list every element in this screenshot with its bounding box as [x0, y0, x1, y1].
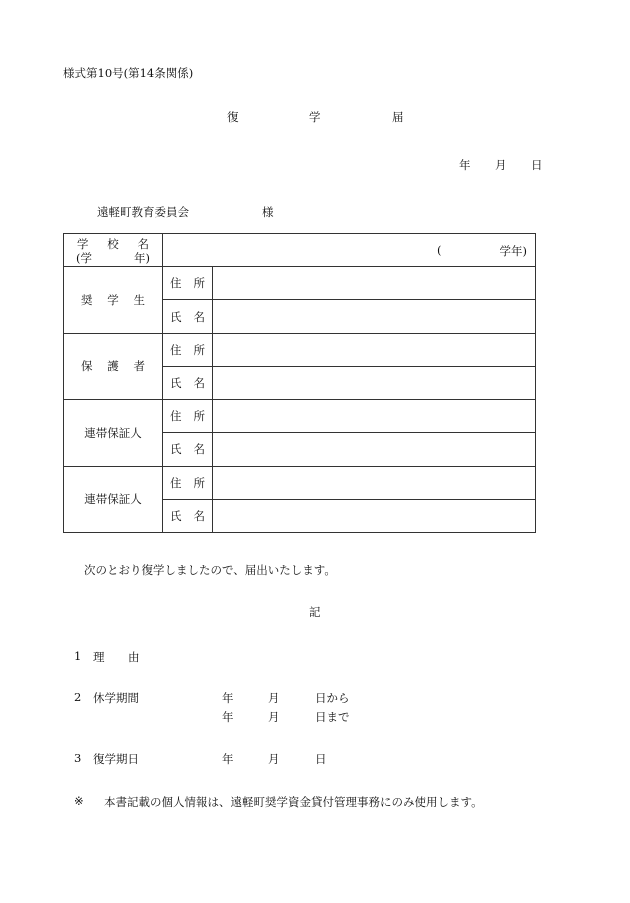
- date-day-label: 日: [531, 158, 543, 172]
- guarantor2-address-field[interactable]: [213, 466, 536, 499]
- school-label-char: 校: [107, 237, 119, 252]
- item-label-char: 理: [93, 650, 105, 664]
- field-label-char: 所: [193, 276, 205, 291]
- recipient-honorific: 様: [262, 205, 274, 219]
- return-month-label: 月: [268, 752, 280, 766]
- group-label-char: 学: [107, 292, 119, 307]
- scholar-label-cell: [64, 267, 163, 333]
- guardian-name-field[interactable]: [213, 366, 536, 399]
- scholar-name-field[interactable]: [213, 300, 536, 333]
- ki-heading: 記: [309, 605, 321, 619]
- field-label-char: 住: [170, 276, 182, 291]
- period-until-label: 日まで: [315, 710, 350, 724]
- item-label: 休学期間: [93, 691, 139, 705]
- guardian-address-field[interactable]: [213, 333, 536, 366]
- field-label-char: 名: [193, 375, 205, 390]
- guarantor1-label-cell: [64, 400, 163, 466]
- item-label: 復学期日: [93, 752, 139, 766]
- form-id: 様式第10号(第14条関係): [63, 66, 194, 80]
- guarantor2-name-field[interactable]: [213, 499, 536, 532]
- address-label-cell: [163, 267, 213, 300]
- field-label-char: 住: [170, 475, 182, 490]
- note-text: 本書記載の個人情報は、遠軽町奨学資金貸付管理事務にのみ使用します。: [104, 795, 483, 809]
- field-label-char: 所: [193, 342, 205, 357]
- title-char: 復: [227, 110, 239, 124]
- guardian-address-row: [64, 333, 536, 366]
- group-label-char: 生: [133, 292, 145, 307]
- title-char: 学: [309, 110, 321, 124]
- address-label-cell: [163, 400, 213, 433]
- title-char: 届: [392, 110, 404, 124]
- field-label-char: 住: [170, 409, 182, 424]
- guarantor2-address-row: [64, 466, 536, 499]
- item-number: 2: [74, 690, 82, 704]
- grade-field-close: 学年): [499, 244, 527, 258]
- return-year-label: 年: [222, 752, 234, 766]
- field-label-char: 名: [193, 309, 205, 324]
- field-label-char: 氏: [170, 442, 182, 457]
- field-label-char: 氏: [170, 309, 182, 324]
- return-day-label: 日: [315, 752, 327, 766]
- recipient-name: 遠軽町教育委員会: [97, 205, 189, 219]
- school-name-field[interactable]: [163, 234, 536, 267]
- guardian-label-cell: [64, 333, 163, 399]
- school-label-char: 名: [137, 237, 149, 252]
- grade-label-close: 年): [134, 251, 150, 266]
- field-label-char: 所: [193, 409, 205, 424]
- group-label-char: 護: [107, 359, 119, 374]
- guarantor1-address-row: [64, 400, 536, 433]
- group-label-char: 者: [133, 359, 145, 374]
- grade-label-open: (学: [76, 251, 92, 266]
- scholar-address-row: [64, 267, 536, 300]
- group-label-text: 連帯保証人: [84, 425, 142, 440]
- grade-field-open: (: [437, 243, 442, 257]
- field-label-char: 所: [193, 475, 205, 490]
- group-label-char: 保: [81, 359, 93, 374]
- field-label-char: 氏: [170, 508, 182, 523]
- period-year-label: 年: [222, 710, 234, 724]
- school-row: [64, 234, 536, 267]
- period-month-label: 月: [268, 710, 280, 724]
- school-label-char: 学: [77, 237, 89, 252]
- application-table: [63, 233, 536, 533]
- group-label-char: 奨: [81, 292, 93, 307]
- period-year-label: 年: [222, 691, 234, 705]
- scholar-address-field[interactable]: [213, 267, 536, 300]
- item-label-char: 由: [128, 650, 140, 664]
- field-label-char: 名: [193, 508, 205, 523]
- name-label-cell: [163, 433, 213, 466]
- field-label-char: 住: [170, 342, 182, 357]
- group-label-text: 連帯保証人: [84, 492, 142, 507]
- school-label-cell: [64, 234, 163, 267]
- guarantor1-name-field[interactable]: [213, 433, 536, 466]
- name-label-cell: [163, 499, 213, 532]
- item-number: 1: [74, 649, 82, 663]
- guarantor1-address-field[interactable]: [213, 400, 536, 433]
- address-label-cell: [163, 466, 213, 499]
- statement: 次のとおり復学しましたので、届出いたします。: [84, 563, 336, 577]
- field-label-char: 氏: [170, 375, 182, 390]
- address-label-cell: [163, 333, 213, 366]
- name-label-cell: [163, 366, 213, 399]
- item-number: 3: [74, 751, 82, 765]
- field-label-char: 名: [193, 442, 205, 457]
- period-month-label: 月: [268, 691, 280, 705]
- period-from-label: 日から: [315, 691, 350, 705]
- date-month-label: 月: [495, 158, 507, 172]
- note-mark: ※: [74, 794, 84, 808]
- date-year-label: 年: [459, 158, 471, 172]
- name-label-cell: [163, 300, 213, 333]
- guarantor2-label-cell: [64, 466, 163, 532]
